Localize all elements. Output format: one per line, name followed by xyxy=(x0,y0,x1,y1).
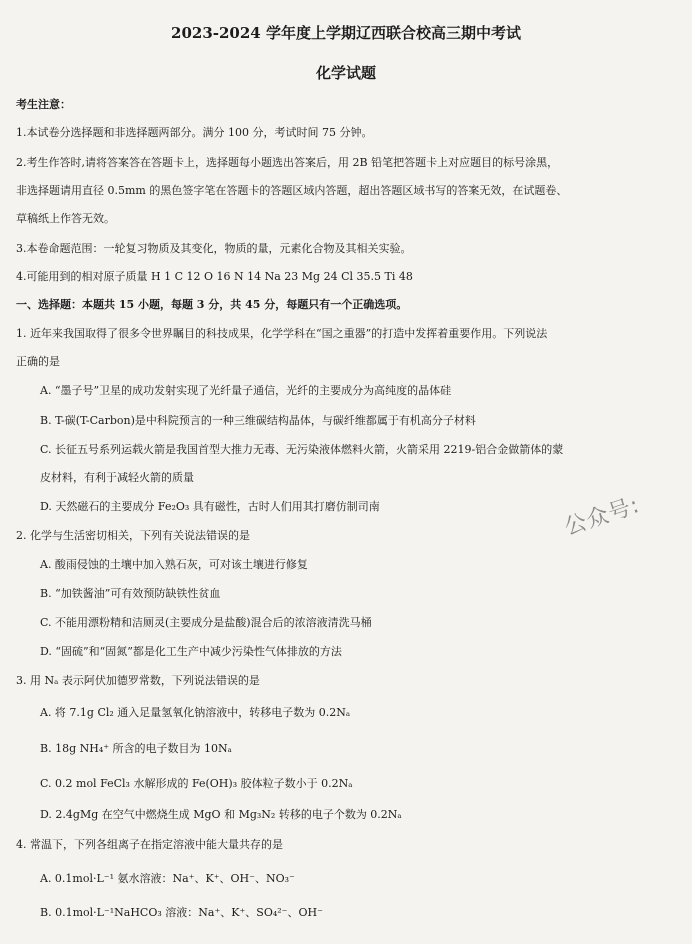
question-4-stem: 4. 常温下，下列各组离子在指定溶液中能大量共存的是 xyxy=(16,838,283,851)
notice-item-1: 1.本试卷分选择题和非选择题两部分。满分 100 分，考试时间 75 分钟。 xyxy=(16,126,373,139)
notice-item-3: 3.本卷命题范围：一轮复习物质及其变化，物质的量，元素化合物及其相关实验。 xyxy=(16,242,412,255)
question-3-stem: 3. 用 Nₐ 表示阿伏加德罗常数，下列说法错误的是 xyxy=(16,674,260,687)
question-1-option-c-line-1: C. 长征五号系列运载火箭是我国首型大推力无毒、无污染液体燃料火箭，火箭采用 2219-铝合金做箭体的蒙 xyxy=(40,443,564,456)
question-1-stem-line-1: 1. 近年来我国取得了很多令世界瞩目的科技成果，化学学科在“国之重器”的打造中发挥着重要作用。下列说法 xyxy=(16,327,548,340)
watermark: 公众号: xyxy=(561,492,643,541)
question-2-option-a: A. 酸雨侵蚀的土壤中加入熟石灰，可对该土壤进行修复 xyxy=(40,558,308,571)
notice-heading: 考生注意： xyxy=(16,98,71,111)
question-1-option-d: D. 天然磁石的主要成分 Fe₂O₃ 具有磁性，古时人们用其打磨仿制司南 xyxy=(40,500,380,513)
notice-item-2-line-3: 草稿纸上作答无效。 xyxy=(16,212,115,225)
notice-item-2-line-2: 非选择题请用直径 0.5mm 的黑色签字笔在答题卡的答题区域内答题，超出答题区域书写的答案无效，在试题卷、 xyxy=(16,184,568,197)
subject-title: 化学试题 xyxy=(315,64,376,82)
question-2-option-b: B. “加铁酱油”可有效预防缺铁性贫血 xyxy=(40,587,221,600)
question-3-option-d: D. 2.4gMg 在空气中燃烧生成 MgO 和 Mg₃N₂ 转移的电子个数为 0.2Nₐ xyxy=(40,808,402,821)
notice-item-4: 4.可能用到的相对原子质量 H 1 C 12 O 16 N 14 Na 23 Mg 24 Cl 35.5 Ti 48 xyxy=(16,270,413,283)
question-1-stem-line-2: 正确的是 xyxy=(16,355,60,368)
question-1-option-b: B. T-碳(T-Carbon)是中科院预言的一种三维碳结构晶体，与碳纤维都属于有机高分子材料 xyxy=(40,414,476,427)
section-heading: 一、选择题：本题共 15 小题，每题 3 分，共 45 分，每题只有一个正确选项。 xyxy=(16,298,408,311)
question-1-option-c-line-2: 皮材料，有利于减轻火箭的质量 xyxy=(40,471,194,484)
question-2-stem: 2. 化学与生活密切相关，下列有关说法错误的是 xyxy=(16,529,250,542)
exam-title: 2023-2024 学年度上学期辽西联合校高三期中考试 xyxy=(171,24,521,42)
question-1-option-a: A. “墨子号”卫星的成功发射实现了光纤量子通信，光纤的主要成分为高纯度的晶体硅 xyxy=(40,384,452,397)
question-3-option-c: C. 0.2 mol FeCl₃ 水解形成的 Fe(OH)₃ 胶体粒子数小于 0.2Nₐ xyxy=(40,777,353,790)
question-2-option-c: C. 不能用漂粉精和洁厕灵(主要成分是盐酸)混合后的浓溶液清洗马桶 xyxy=(40,616,372,629)
question-3-option-b: B. 18g NH₄⁺ 所含的电子数目为 10Nₐ xyxy=(40,742,232,755)
question-3-option-a: A. 将 7.1g Cl₂ 通入足量氢氧化钠溶液中，转移电子数为 0.2Nₐ xyxy=(40,706,351,719)
notice-item-2-line-1: 2.考生作答时,请将答案答在答题卡上，选择题每小题选出答案后，用 2B 铅笔把答题卡上对应题目的标号涂黑， xyxy=(16,156,559,169)
question-2-option-d: D. “固硫”和“固氮”都是化工生产中减少污染性气体排放的方法 xyxy=(40,645,342,658)
question-4-option-b: B. 0.1mol·L⁻¹NaHCO₃ 溶液：Na⁺、K⁺、SO₄²⁻、OH⁻ xyxy=(40,906,323,919)
question-4-option-a: A. 0.1mol·L⁻¹ 氨水溶液：Na⁺、K⁺、OH⁻、NO₃⁻ xyxy=(40,872,295,885)
